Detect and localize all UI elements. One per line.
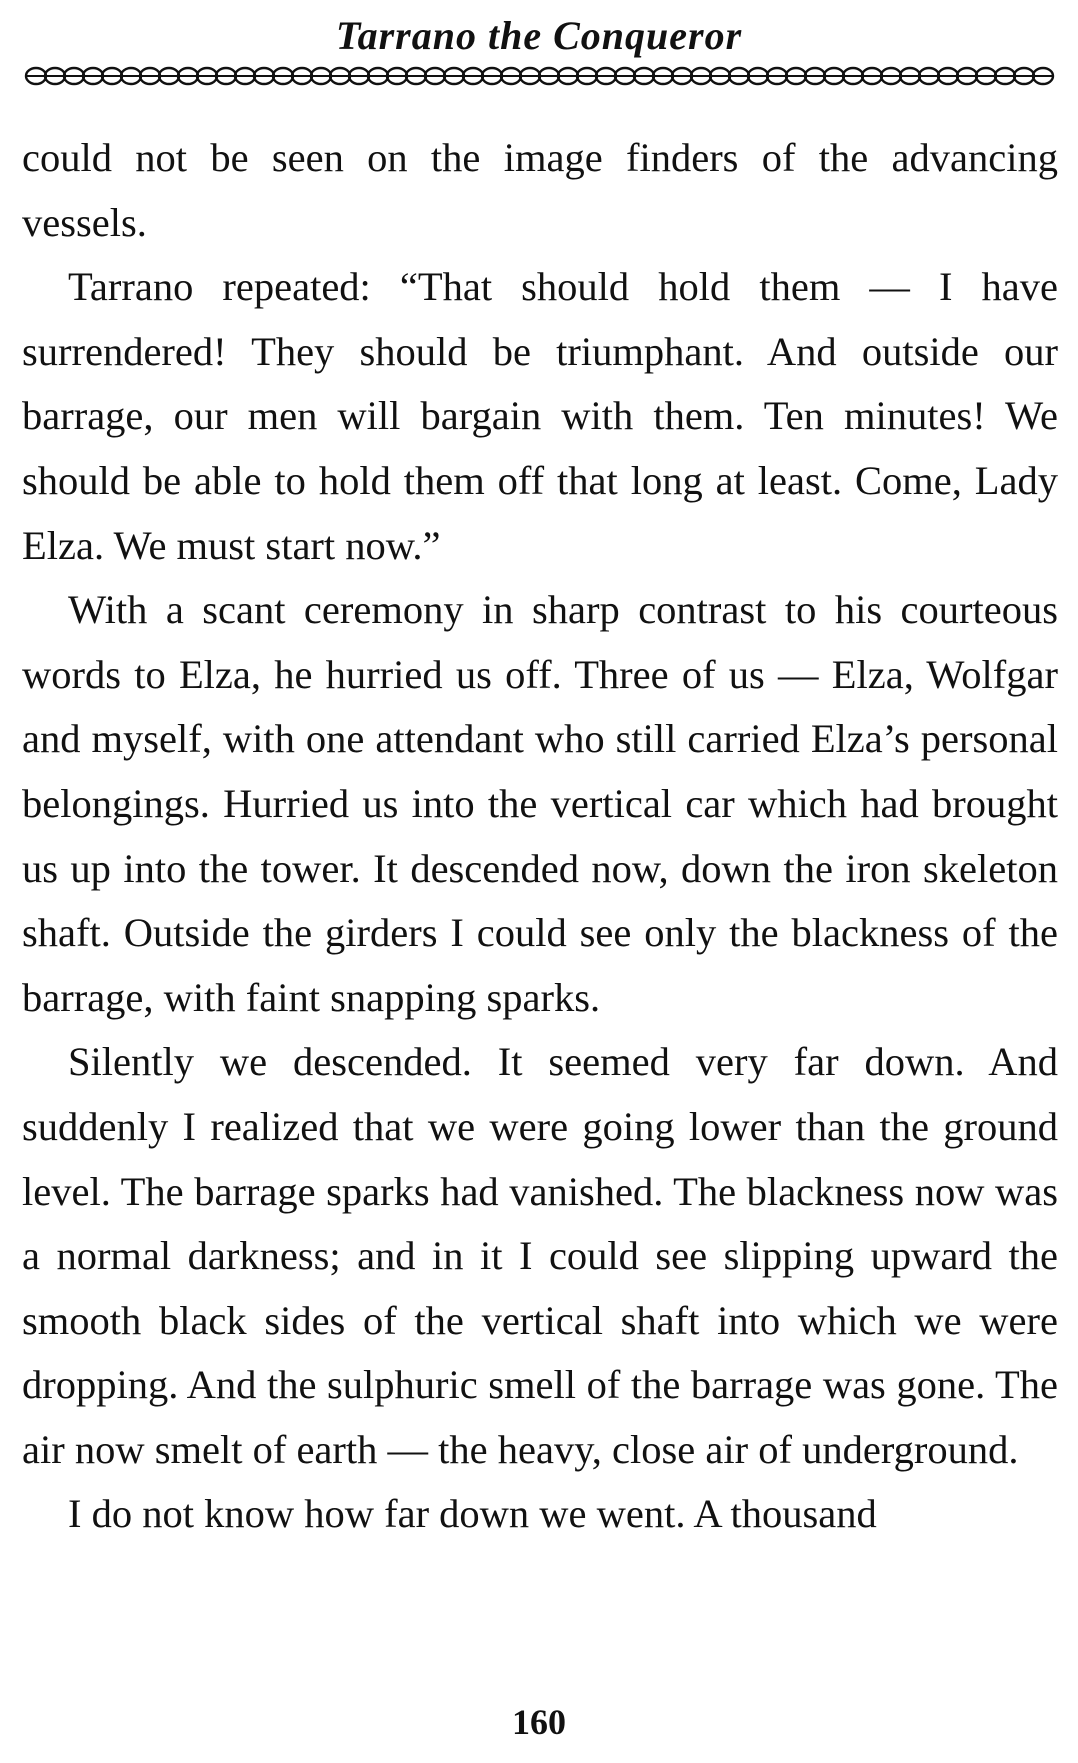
paragraph-continued: could not be seen on the image finders of the advancing vessels. [22,135,1058,245]
running-head-title: Tarrano the Conqueror [335,13,743,58]
paragraph: Tarrano repeated: “That should hold them — I have surrendered! They should be triumphant. And outside our barrage, our men will bargain with them. Ten minutes! We should be able to hold them off that long at least. Come, Lady Elza. We must start now.” [22,264,1058,568]
paragraph: With a scant ceremony in sharp contrast to his courteous words to Elza, he hurried us off. Three of us — Elza, Wolfgar and myself, with one attendant who still carried Elza’s personal belongings. Hurried us into the vertical car which had brought us up into the tower. It descended now, down the iron skeleton shaft. Outside the girders I could see only the blackness of the barrage, with faint snapping sparks. [22,587,1058,1020]
paragraph-partial: I do not know how far down we went. A thousand [68,1491,877,1537]
page-body-text [22,126,1058,1547]
page-number: 160 [512,1702,566,1742]
paragraph: Silently we descended. It seemed very far down. And suddenly I realized that we were going lower than the ground level. The barrage sparks had vanished. The blackness now was a normal darkness; and in it I could see slipping upward the smooth black sides of the vertical shaft into which we were dropping. And the sulphuric smell of the barrage was gone. The air now smelt of earth — the heavy, close air of underground. [22,1039,1058,1472]
chain-loop-border-ornament-icon [22,62,1056,90]
